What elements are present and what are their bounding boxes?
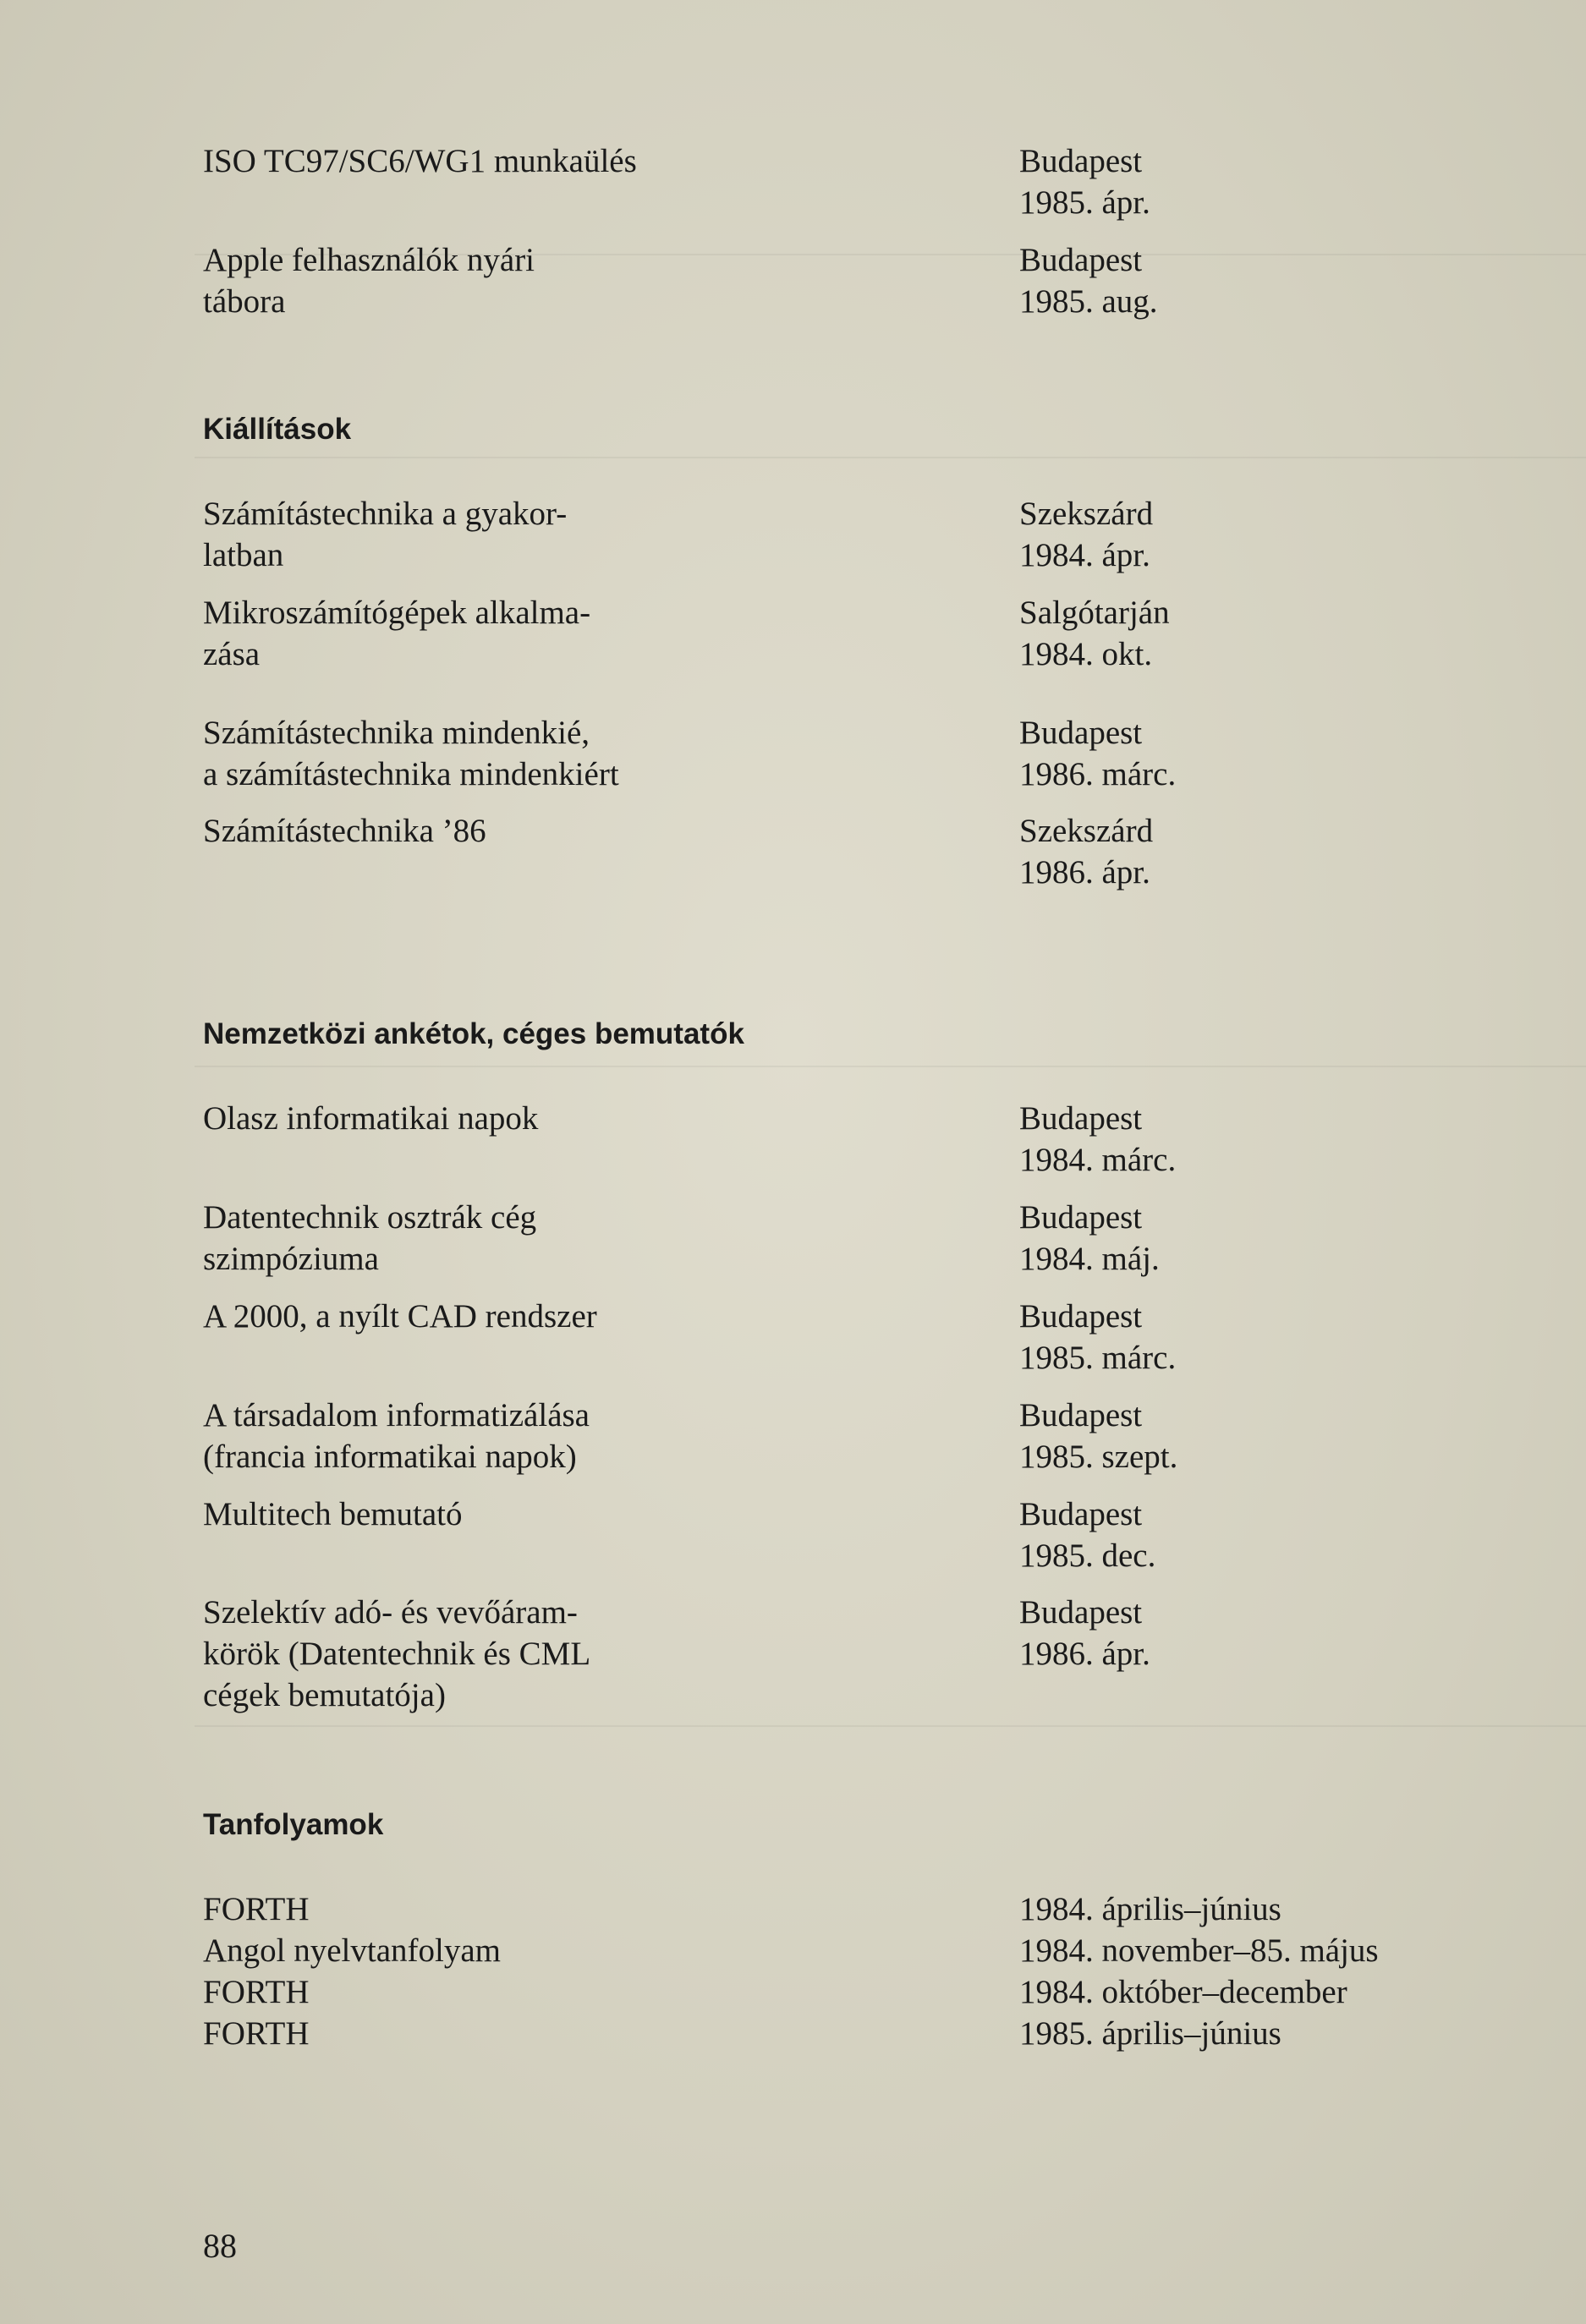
event-name: [203, 1494, 795, 1535]
event-place-date: [1019, 493, 1544, 576]
date-line: 1984. ápr.: [1019, 537, 1150, 573]
place-line: Budapest: [1019, 1397, 1143, 1433]
date-line: 1986. ápr.: [1019, 854, 1150, 891]
place-line: Budapest: [1019, 715, 1143, 751]
event-place-date: [1019, 140, 1544, 223]
date-line: 1985. ápr.: [1019, 184, 1150, 221]
date-line: 1984. máj.: [1019, 1241, 1160, 1277]
event-line: zása: [203, 636, 261, 672]
event-place-date: [1019, 1592, 1544, 1674]
section-heading-kiallitasok: Kiállítások: [203, 413, 352, 446]
date-line: 1984. okt.: [1019, 636, 1153, 672]
date-line: 1986. ápr.: [1019, 1636, 1150, 1672]
place-line: Szekszárd: [1019, 813, 1154, 849]
place-line: Salgótarján: [1019, 595, 1170, 631]
event-line: Szelektív adó- és vevőáram-: [203, 1594, 578, 1631]
course-name: [203, 1930, 795, 1971]
event-line: Apple felhasználók nyári: [203, 242, 535, 278]
date-line: 1984. márc.: [1019, 1142, 1177, 1178]
place-line: Budapest: [1019, 1496, 1143, 1532]
event-line: szimpóziuma: [203, 1241, 379, 1277]
event-line: tábora: [203, 283, 286, 320]
event-line: FORTH: [203, 1891, 310, 1927]
date-line: 1985. szept.: [1019, 1439, 1178, 1475]
event-line: Számítástechnika a gyakor-: [203, 496, 568, 532]
course-date: [1019, 1930, 1544, 1971]
course-name: [203, 2013, 795, 2054]
course-name: [203, 1888, 795, 1930]
event-name: [203, 239, 795, 322]
event-name: [203, 493, 795, 576]
event-place-date: [1019, 592, 1544, 675]
date-line: 1984. április–június: [1019, 1891, 1281, 1927]
date-line: 1986. márc.: [1019, 756, 1177, 792]
date-line: 1984. október–december: [1019, 1974, 1347, 2010]
date-line: 1985. április–június: [1019, 2015, 1281, 2052]
course-name: [203, 1971, 795, 2013]
course-date: [1019, 2013, 1544, 2054]
section-heading-tanfolyamok: Tanfolyamok: [203, 1808, 384, 1841]
date-line: 1985. dec.: [1019, 1537, 1156, 1574]
event-place-date: [1019, 712, 1544, 795]
event-line: Mikroszámítógépek alkalma-: [203, 595, 591, 631]
place-line: Budapest: [1019, 1100, 1143, 1137]
event-place-date: [1019, 1395, 1544, 1477]
event-line: FORTH: [203, 2015, 310, 2052]
event-line: FORTH: [203, 1974, 310, 2010]
section-heading-ankétok: Nemzetközi ankétok, céges bemutatók: [203, 1017, 744, 1050]
event-line: körök (Datentechnik és CML: [203, 1636, 591, 1672]
event-line: (francia informatikai napok): [203, 1439, 577, 1475]
event-line: cégek bemutatója): [203, 1677, 446, 1713]
place-line: Budapest: [1019, 1199, 1143, 1236]
event-line: Multitech bemutató: [203, 1496, 463, 1532]
place-line: Budapest: [1019, 1298, 1143, 1335]
place-line: Budapest: [1019, 1594, 1143, 1631]
date-line: 1985. márc.: [1019, 1340, 1177, 1376]
course-date: [1019, 1888, 1544, 1930]
event-name: [203, 1098, 795, 1139]
page-number: 88: [203, 2227, 237, 2265]
event-place-date: [1019, 1494, 1544, 1576]
date-line: 1985. aug.: [1019, 283, 1158, 320]
event-line: a számítástechnika mindenkiért: [203, 756, 619, 792]
place-line: Budapest: [1019, 143, 1143, 179]
event-line: latban: [203, 537, 284, 573]
event-name: [203, 810, 795, 852]
event-line: A társadalom informatizálása: [203, 1397, 590, 1433]
bleed-through-line: [195, 1725, 1586, 1727]
event-place-date: [1019, 239, 1544, 322]
event-name: [203, 1395, 795, 1477]
event-line: Olasz informatikai napok: [203, 1100, 539, 1137]
event-line: Datentechnik osztrák cég: [203, 1199, 537, 1236]
event-place-date: [1019, 1296, 1544, 1379]
event-place-date: [1019, 1197, 1544, 1280]
event-name: [203, 592, 795, 675]
bleed-through-line: [195, 457, 1586, 458]
course-date: [1019, 1971, 1544, 2013]
event-name: [203, 1197, 795, 1280]
event-line: Angol nyelvtanfolyam: [203, 1932, 502, 1969]
bleed-through-line: [195, 1066, 1586, 1067]
event-place-date: [1019, 1098, 1544, 1181]
event-line: Számítástechnika mindenkié,: [203, 715, 590, 751]
event-name: [203, 140, 795, 182]
event-line: Számítástechnika ’86: [203, 813, 486, 849]
date-line: 1984. november–85. május: [1019, 1932, 1379, 1969]
event-name: [203, 1296, 795, 1337]
event-line: A 2000, a nyílt CAD rendszer: [203, 1298, 597, 1335]
event-place-date: [1019, 810, 1544, 893]
place-line: Budapest: [1019, 242, 1143, 278]
event-name: [203, 712, 795, 795]
event-name: [203, 1592, 795, 1716]
place-line: Szekszárd: [1019, 496, 1154, 532]
event-line: ISO TC97/SC6/WG1 munkaülés: [203, 143, 637, 179]
